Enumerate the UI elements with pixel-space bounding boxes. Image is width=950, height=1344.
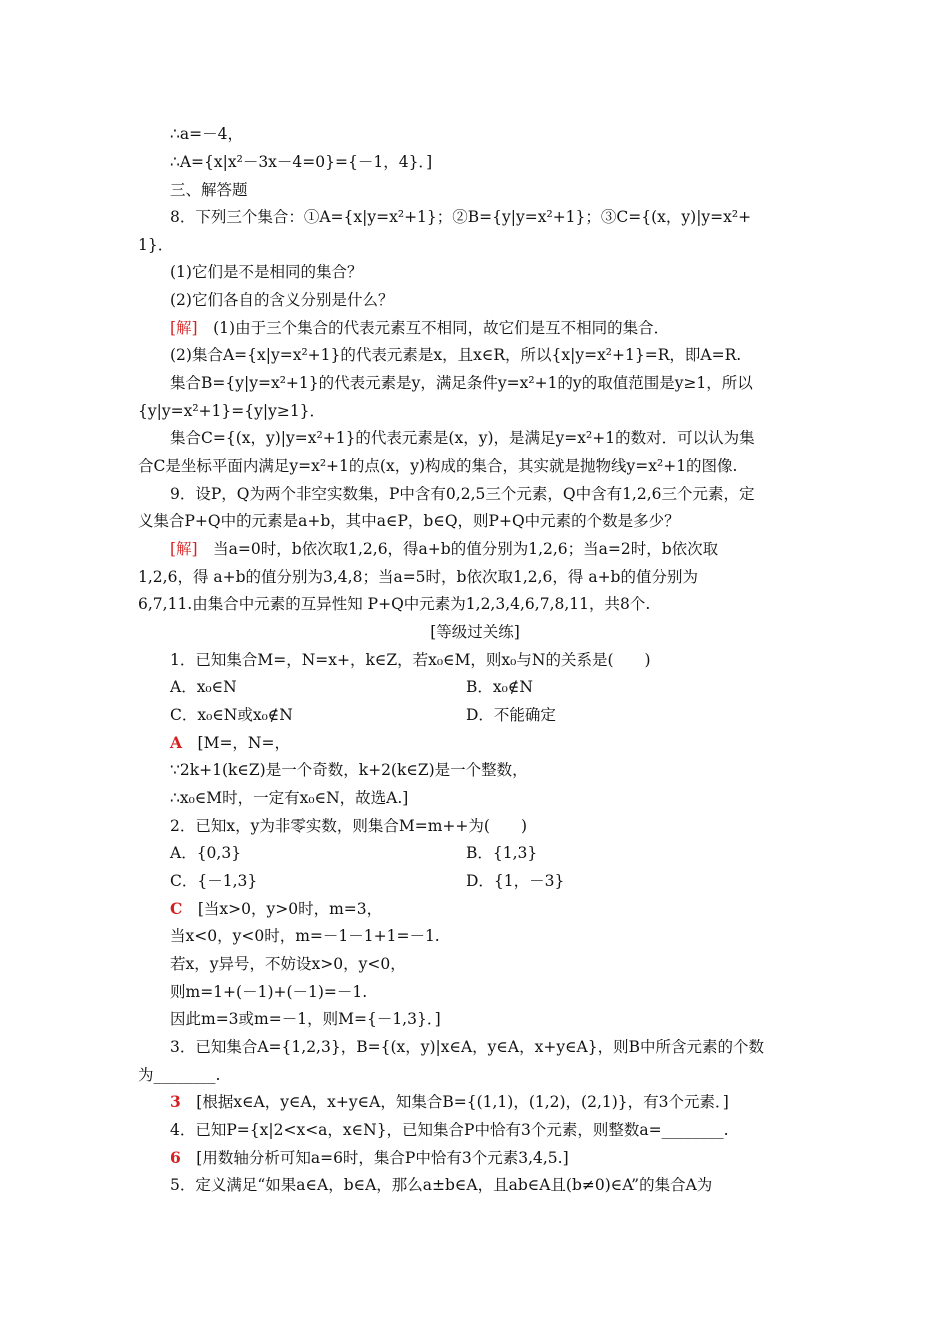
text-line: (2)它们各自的含义分别是什么？ — [170, 291, 394, 309]
text-line: 1,2,6，得 a+b的值分别为3,4,8；当a=5时，b依次取1,2,6，得 a+b的值分别为 — [138, 568, 698, 586]
question-4: 4．已知P={x|2<x<a，x∈N}，已知集合P中恰有3个元素，则整数a=________. — [170, 1121, 729, 1139]
text-line: ∴a=－4， — [170, 125, 243, 143]
answer-letter: 6 — [170, 1148, 181, 1167]
text-line: {y|y=x²+1}={y|y≥1}． — [138, 402, 326, 420]
option-a: A．x₀∈N — [170, 678, 237, 696]
question-5: 5．定义满足“如果a∈A，b∈A，那么a±b∈A，且ab∈A且(b≠0)∈A”的集合A为 — [170, 1176, 713, 1194]
question-8: 8．下列三个集合：①A={x|y=x²+1}；②B={y|y=x²+1}；③C={(x，y)|y=x²+ — [170, 208, 752, 226]
text-line: 则m=1+(－1)+(－1)=－1. — [170, 983, 368, 1001]
solution-mark: [解] — [170, 540, 198, 558]
answer-line: 3 [根据x∈A，y∈A，x+y∈A，知集合B={(1,1)，(1,2)，(2,1)}，有3个元素．] — [170, 1092, 729, 1111]
text-line: 义集合P+Q中的元素是a+b，其中a∈P，b∈Q，则P+Q中元素的个数是多少？ — [138, 512, 680, 530]
text-line: ∵2k+1(k∈Z)是一个奇数，k+2(k∈Z)是一个整数， — [170, 761, 528, 779]
answer-letter: A — [170, 733, 183, 752]
text-line: 集合B={y|y=x²+1}的代表元素是y，满足条件y=x²+1的y的取值范围是y≥1，所以 — [170, 374, 753, 392]
text-line: 当x<0，y<0时，m=－1－1+1=－1. — [170, 927, 440, 945]
solution-line: [解] (1)由于三个集合的代表元素互不相同，故它们是互不相同的集合． — [170, 319, 670, 337]
question-9: 9．设P，Q为两个非空实数集，P中含有0,2,5三个元素，Q中含有1,2,6三个元素，定 — [170, 485, 755, 503]
text-line: ∴A={x|x²－3x－4=0}={－1，4}．] — [170, 153, 433, 171]
answer-line: 6 [用数轴分析可知a=6时，集合P中恰有3个元素3,4,5.] — [170, 1148, 569, 1167]
text-line: ∴x₀∈M时，一定有x₀∈N，故选A.] — [170, 789, 409, 807]
question-3: 3．已知集合A={1,2,3}，B={(x，y)|x∈A，y∈A，x+y∈A}，则B中所含元素的个数 — [170, 1038, 764, 1056]
text-line: (2)集合A={x|y=x²+1}的代表元素是x，且x∈R，所以{x|y=x²+1}=R，即A=R. — [170, 346, 742, 364]
text-line: 为________. — [138, 1066, 221, 1084]
solution-mark: [解] — [170, 319, 198, 337]
option-d: D．不能确定 — [466, 706, 556, 724]
answer-letter: 3 — [170, 1092, 181, 1111]
option-a: A．{0,3} — [170, 844, 242, 862]
option-d: D．{1，－3} — [466, 872, 565, 890]
text-line: 因此m=3或m=－1，则M={－1,3}．] — [170, 1010, 441, 1028]
text-line: 6,7,11.由集合中元素的互异性知 P+Q中元素为1,2,3,4,6,7,8,11，共8个. — [138, 595, 651, 613]
section-heading: [等级过关练] — [430, 623, 520, 641]
answer-letter: C — [170, 899, 183, 918]
section-heading: 三、解答题 — [170, 181, 248, 199]
option-b: B．{1,3} — [466, 844, 538, 862]
text-line: 1}． — [138, 236, 174, 254]
answer-line: C [当x>0，y>0时，m=3， — [170, 899, 383, 918]
question-2: 2．已知x，y为非零实数，则集合M=m++为( ) — [170, 817, 527, 835]
option-c: C．x₀∈N或x₀∉N — [170, 706, 293, 724]
text-line: 合C是坐标平面内满足y=x²+1的点(x，y)构成的集合，其实就是抛物线y=x²+1的图像. — [138, 457, 738, 475]
answer-line: A [M=，N=， — [170, 733, 290, 752]
solution-line: [解] 当a=0时，b依次取1,2,6，得a+b的值分别为1,2,6；当a=2时，b依次取 — [170, 540, 719, 558]
text-line: (1)它们是不是相同的集合？ — [170, 263, 363, 281]
text-line: 若x，y异号，不妨设x>0，y<0， — [170, 955, 406, 973]
option-c: C．{－1,3} — [170, 872, 258, 890]
text-line: 集合C={(x，y)|y=x²+1}的代表元素是(x，y)，是满足y=x²+1的数对．可以认为集 — [170, 429, 755, 447]
question-1: 1．已知集合M=，N=x+，k∈Z，若x₀∈M，则x₀与N的关系是( ) — [170, 651, 651, 669]
option-b: B．x₀∉N — [466, 678, 533, 696]
